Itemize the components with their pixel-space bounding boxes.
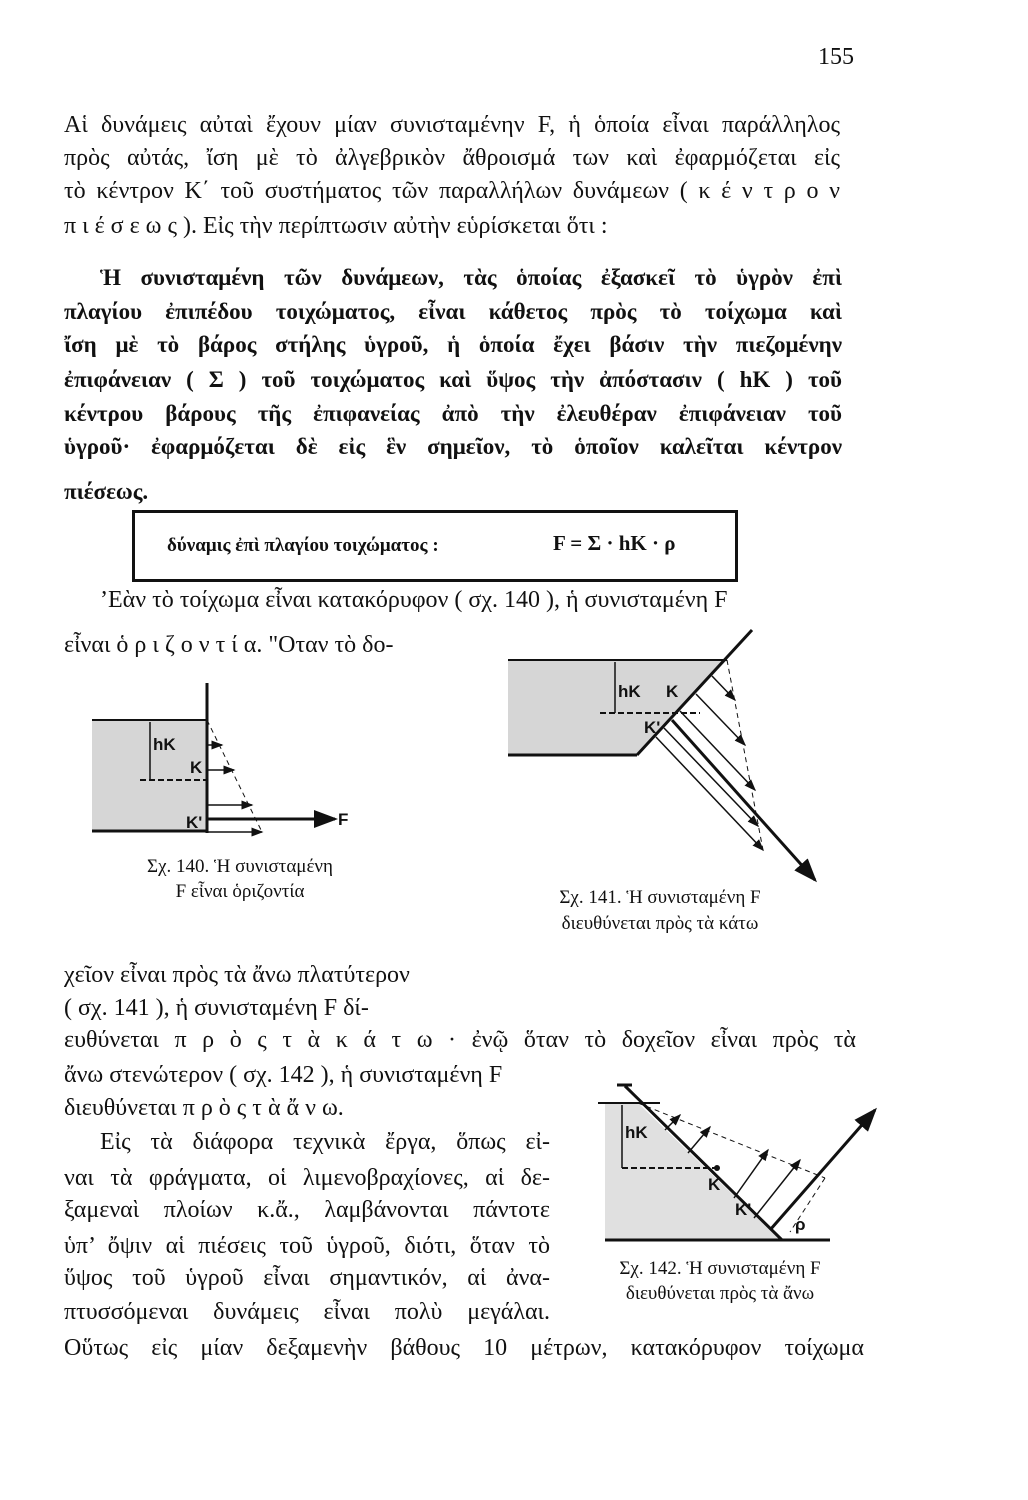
paragraph-line: τὸ κέντρον K΄ τοῦ συστήματος τῶν παραλλήλων δυνάμεων ( κ έ ν τ ρ ο ν <box>64 178 840 204</box>
paragraph-line: διευθύνεται π ρ ὸ ς τ ὰ ἄ ν ω. <box>64 1095 344 1121</box>
figure-141-diagram <box>508 630 815 880</box>
rule-line: πιέσεως. <box>64 479 149 504</box>
label-k-prime: K' <box>644 718 661 737</box>
figure-141-caption-line: διευθύνεται πρὸς τὰ κάτω <box>561 913 759 934</box>
paragraph-line: ἄνω στενώτερον ( σχ. 142 ), ἡ συνισταμένη F <box>64 1062 503 1088</box>
figure-140-diagram <box>92 683 348 833</box>
paragraph-line: ’Εὰν τὸ τοίχωμα εἶναι κατακόρυφον ( σχ. 140 ), ἡ συνισταμένη F <box>100 587 728 613</box>
paragraph-line: Εἰς τὰ διάφορα τεχνικὰ ἔργα, ὅπως εἰ- <box>100 1129 550 1155</box>
label-hk: hK <box>153 735 176 754</box>
rule-line: πλαγίου ἐπιπέδου τοιχώματος, εἶναι κάθετος πρὸς τὸ τοίχωμα καὶ <box>64 299 842 324</box>
rule-line: ἴση μὲ τὸ βάρος στήλης ὑγροῦ, ἡ ὁποία ἔχει βάσιν τὴν πιεζομένην <box>64 332 842 357</box>
figure-141-caption-line: Σχ. 141. Ἡ συνισταμένη F <box>559 887 761 908</box>
paragraph-line: εἶναι ὁ ρ ι ζ ο ν τ ί α. "Οταν τὸ δο- <box>64 632 394 658</box>
paragraph-line: πρὸς αὐτάς, ἴση μὲ τὸ ἀλγεβρικὸν ἄθροισμά των καὶ ἐφαρμόζεται εἰς <box>64 145 840 171</box>
figure-142-diagram <box>598 1085 875 1240</box>
figure-140-caption-line: Σχ. 140. Ἡ συνισταμένη <box>147 856 333 877</box>
label-k: K <box>666 682 679 701</box>
label-hk: hK <box>618 682 641 701</box>
page-number: 155 <box>818 44 854 70</box>
figure-140-caption-line: F εἶναι ὁριζοντία <box>175 881 305 902</box>
label-k: K <box>190 758 203 777</box>
paragraph-line: ( σχ. 141 ), ἡ συνισταμένη F δί- <box>64 995 369 1021</box>
label-rho: ρ <box>795 1215 806 1234</box>
formula: F = Σ · hK · ρ <box>553 531 676 555</box>
rule-line: ὑγροῦ· ἐφαρμόζεται δὲ εἰς ἓν σημεῖον, τὸ ὁποῖον καλεῖται κέντρον <box>64 434 842 459</box>
paragraph-line: Οὕτως εἰς μίαν δεξαμενὴν βάθους 10 μέτρων, κατακόρυφον τοίχωμα <box>64 1335 864 1361</box>
paragraph-line: π ι έ σ ε ω ς ). Εἰς τὴν περίπτωσιν αὐτὴν εὑρίσκεται ὅτι : <box>64 213 608 239</box>
label-hk: hK <box>625 1123 648 1142</box>
paragraph-line: ξαμεναὶ πλοίων κ.ἄ., λαμβάνονται πάντοτε <box>64 1197 550 1223</box>
paragraph-line: Αἱ δυνάμεις αὐταὶ ἔχουν μίαν συνισταμένην F, ἡ ὁποία εἶναι παράλληλος <box>64 112 840 138</box>
paragraph-line: ναι τὰ φράγματα, οἱ λιμενοβραχίονες, αἱ δε- <box>64 1165 550 1191</box>
paragraph-line: ὑπ’ ὄψιν αἱ πιέσεις τοῦ ὑγροῦ, διότι, ὅταν τὸ <box>64 1233 550 1259</box>
figure-142-caption-line: διευθύνεται πρὸς τὰ ἄνω <box>625 1283 815 1304</box>
paragraph-line: χεῖον εἶναι πρὸς τὰ ἄνω πλατύτερον <box>64 962 410 988</box>
rule-line: κέντρου βάρους τῆς ἐπιφανείας ἀπὸ τὴν ἐλευθέραν ἐπιφάνειαν τοῦ <box>64 401 842 426</box>
label-f: F <box>338 810 349 829</box>
label-k-prime: K' <box>186 813 203 832</box>
paragraph-line: ὕψος τοῦ ὑγροῦ εἶναι σημαντικόν, αἱ ἀνα- <box>64 1265 550 1291</box>
rule-line: Ἡ συνισταμένη τῶν δυνάμεων, τὰς ὁποίας ἐξασκεῖ τὸ ὑγρὸν ἐπὶ <box>100 265 842 290</box>
figure-142-caption-line: Σχ. 142. Ἡ συνισταμένη F <box>619 1258 821 1279</box>
label-k: K <box>708 1175 721 1194</box>
paragraph-line: πτυσσόμεναι δυνάμεις εἶναι πολὺ μεγάλαι. <box>64 1299 550 1325</box>
formula-label: δύναμις ἐπὶ πλαγίου τοιχώματος : <box>167 535 439 556</box>
paragraph-line: ευθύνεται π ρ ὸ ς τ ὰ κ ά τ ω · ἐνῷ ὅταν τὸ δοχεῖον εἶναι πρὸς τὰ <box>64 1027 856 1053</box>
label-k-prime: K' <box>735 1200 752 1219</box>
rule-line: ἐπιφάνειαν ( Σ ) τοῦ τοιχώματος καὶ ὕψος τὴν ἀπόστασιν ( hK ) τοῦ <box>64 367 842 392</box>
